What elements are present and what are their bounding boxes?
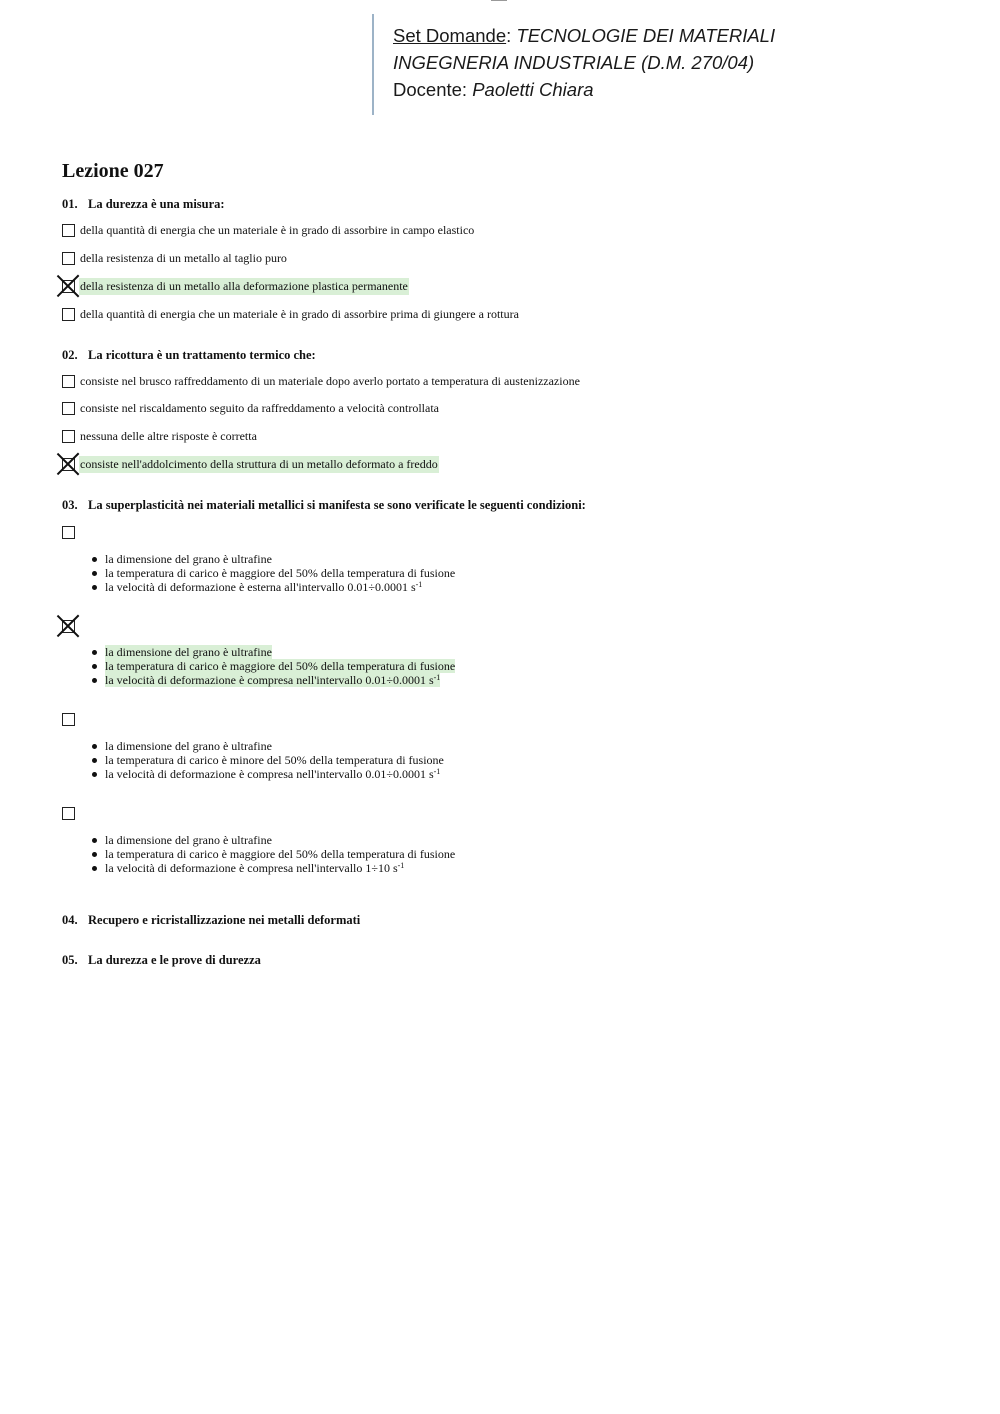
question-number: 02.: [62, 348, 78, 362]
option-02-b[interactable]: [62, 400, 440, 417]
question-text: La superplasticità nei materiali metallici si manifesta se sono verificate le seguenti condizioni:: [88, 498, 586, 512]
option-03-b-list: [92, 645, 455, 687]
option-01-c[interactable]: [62, 278, 409, 295]
list-item: la velocità di deformazione è compresa nell'intervallo 1÷10 $s^{-1}$: [92, 861, 455, 875]
option-01-b[interactable]: [62, 250, 288, 267]
list-item: la dimensione del grano è ultrafine: [92, 833, 455, 847]
checkbox[interactable]: [62, 807, 75, 820]
checkbox[interactable]: [62, 713, 75, 726]
header-rule: [372, 14, 374, 115]
option-03-c-list: [92, 739, 444, 781]
list-item: la dimensione del grano è ultrafine: [92, 645, 455, 659]
list-item: la temperatura di carico è maggiore del 50% della temperatura di fusione: [92, 659, 455, 673]
question-number: 05.: [62, 953, 78, 967]
question-text: Recupero e ricristallizzazione nei metalli deformati: [88, 913, 361, 927]
set-label: Set Domande: [393, 25, 507, 46]
question-02: [62, 348, 316, 363]
option-text: della quantità di energia che un materiale è in grado di assorbire prima di giungere a rottura: [80, 307, 519, 321]
question-04: [62, 913, 360, 928]
option-03-a-list: [92, 552, 455, 594]
list-item: la dimensione del grano è ultrafine: [92, 739, 444, 753]
list-item: la dimensione del grano è ultrafine: [92, 552, 455, 566]
lesson-title: Lezione 027: [62, 160, 164, 182]
list-item: la velocità di deformazione è compresa nell'intervallo 0.01÷0.0001 $s^{-1}$: [92, 673, 455, 687]
checkbox[interactable]: [62, 308, 75, 321]
teacher-name: Paoletti Chiara: [472, 79, 594, 100]
option-text: nessuna delle altre risposte è corretta: [80, 429, 257, 443]
option-03-c[interactable]: [62, 711, 75, 728]
checkbox[interactable]: [62, 375, 75, 388]
course-name: TECNOLOGIE DEI MATERIALI: [516, 25, 776, 46]
list-item: la temperatura di carico è maggiore del 50% della temperatura di fusione: [92, 847, 455, 861]
question-text: La durezza e le prove di durezza: [88, 953, 261, 967]
header-line-1: [393, 22, 775, 49]
option-03-a[interactable]: [62, 524, 75, 541]
teacher-label: Docente:: [393, 79, 473, 100]
list-item: la temperatura di carico è maggiore del 50% della temperatura di fusione: [92, 566, 455, 580]
question-number: 03.: [62, 498, 78, 512]
option-01-d[interactable]: [62, 306, 520, 323]
checkbox[interactable]: [62, 402, 75, 415]
degree-name: INGEGNERIA INDUSTRIALE (D.M. 270/04): [393, 52, 755, 73]
checkbox-checked[interactable]: [62, 280, 75, 293]
set-sep: :: [506, 25, 517, 46]
option-03-d[interactable]: [62, 805, 75, 822]
option-03-b[interactable]: [62, 618, 75, 635]
checkbox[interactable]: [62, 224, 75, 237]
question-03: [62, 498, 586, 513]
cross-mark-icon: [55, 613, 81, 639]
option-02-a[interactable]: [62, 373, 581, 390]
option-text: della resistenza di un metallo al taglio puro: [80, 251, 287, 265]
option-text: consiste nel riscaldamento seguito da raffreddamento a velocità controllata: [80, 401, 439, 415]
question-05: [62, 953, 261, 968]
option-text: consiste nell'addolcimento della struttura di un metallo deformato a freddo: [80, 457, 438, 471]
question-text: La durezza è una misura:: [88, 197, 225, 211]
option-text: della resistenza di un metallo alla deformazione plastica permanente: [80, 279, 408, 293]
top-dash: [491, 0, 507, 1]
header-line-3: [393, 76, 775, 103]
option-text: della quantità di energia che un materiale è in grado di assorbire in campo elastico: [80, 223, 475, 237]
list-item: la velocità di deformazione è esterna all'intervallo 0.01÷0.0001 $s^{-1}$: [92, 580, 455, 594]
list-item: la velocità di deformazione è compresa nell'intervallo 0.01÷0.0001 $s^{-1}$: [92, 767, 444, 781]
document-header: [393, 22, 775, 103]
option-text: consiste nel brusco raffreddamento di un materiale dopo averlo portato a temperatura di austenizzazione: [80, 374, 580, 388]
option-02-d[interactable]: [62, 456, 439, 473]
checkbox-checked[interactable]: [62, 458, 75, 471]
checkbox-checked[interactable]: [62, 620, 75, 633]
option-02-c[interactable]: [62, 428, 258, 445]
option-01-a[interactable]: [62, 222, 475, 239]
list-item: la temperatura di carico è minore del 50% della temperatura di fusione: [92, 753, 444, 767]
cross-mark-icon: [55, 451, 81, 477]
checkbox[interactable]: [62, 526, 75, 539]
question-number: 01.: [62, 197, 78, 211]
cross-mark-icon: [55, 273, 81, 299]
option-03-d-list: [92, 833, 455, 875]
checkbox[interactable]: [62, 252, 75, 265]
question-01: [62, 197, 225, 212]
question-number: 04.: [62, 913, 78, 927]
checkbox[interactable]: [62, 430, 75, 443]
question-text: La ricottura è un trattamento termico che:: [88, 348, 316, 362]
